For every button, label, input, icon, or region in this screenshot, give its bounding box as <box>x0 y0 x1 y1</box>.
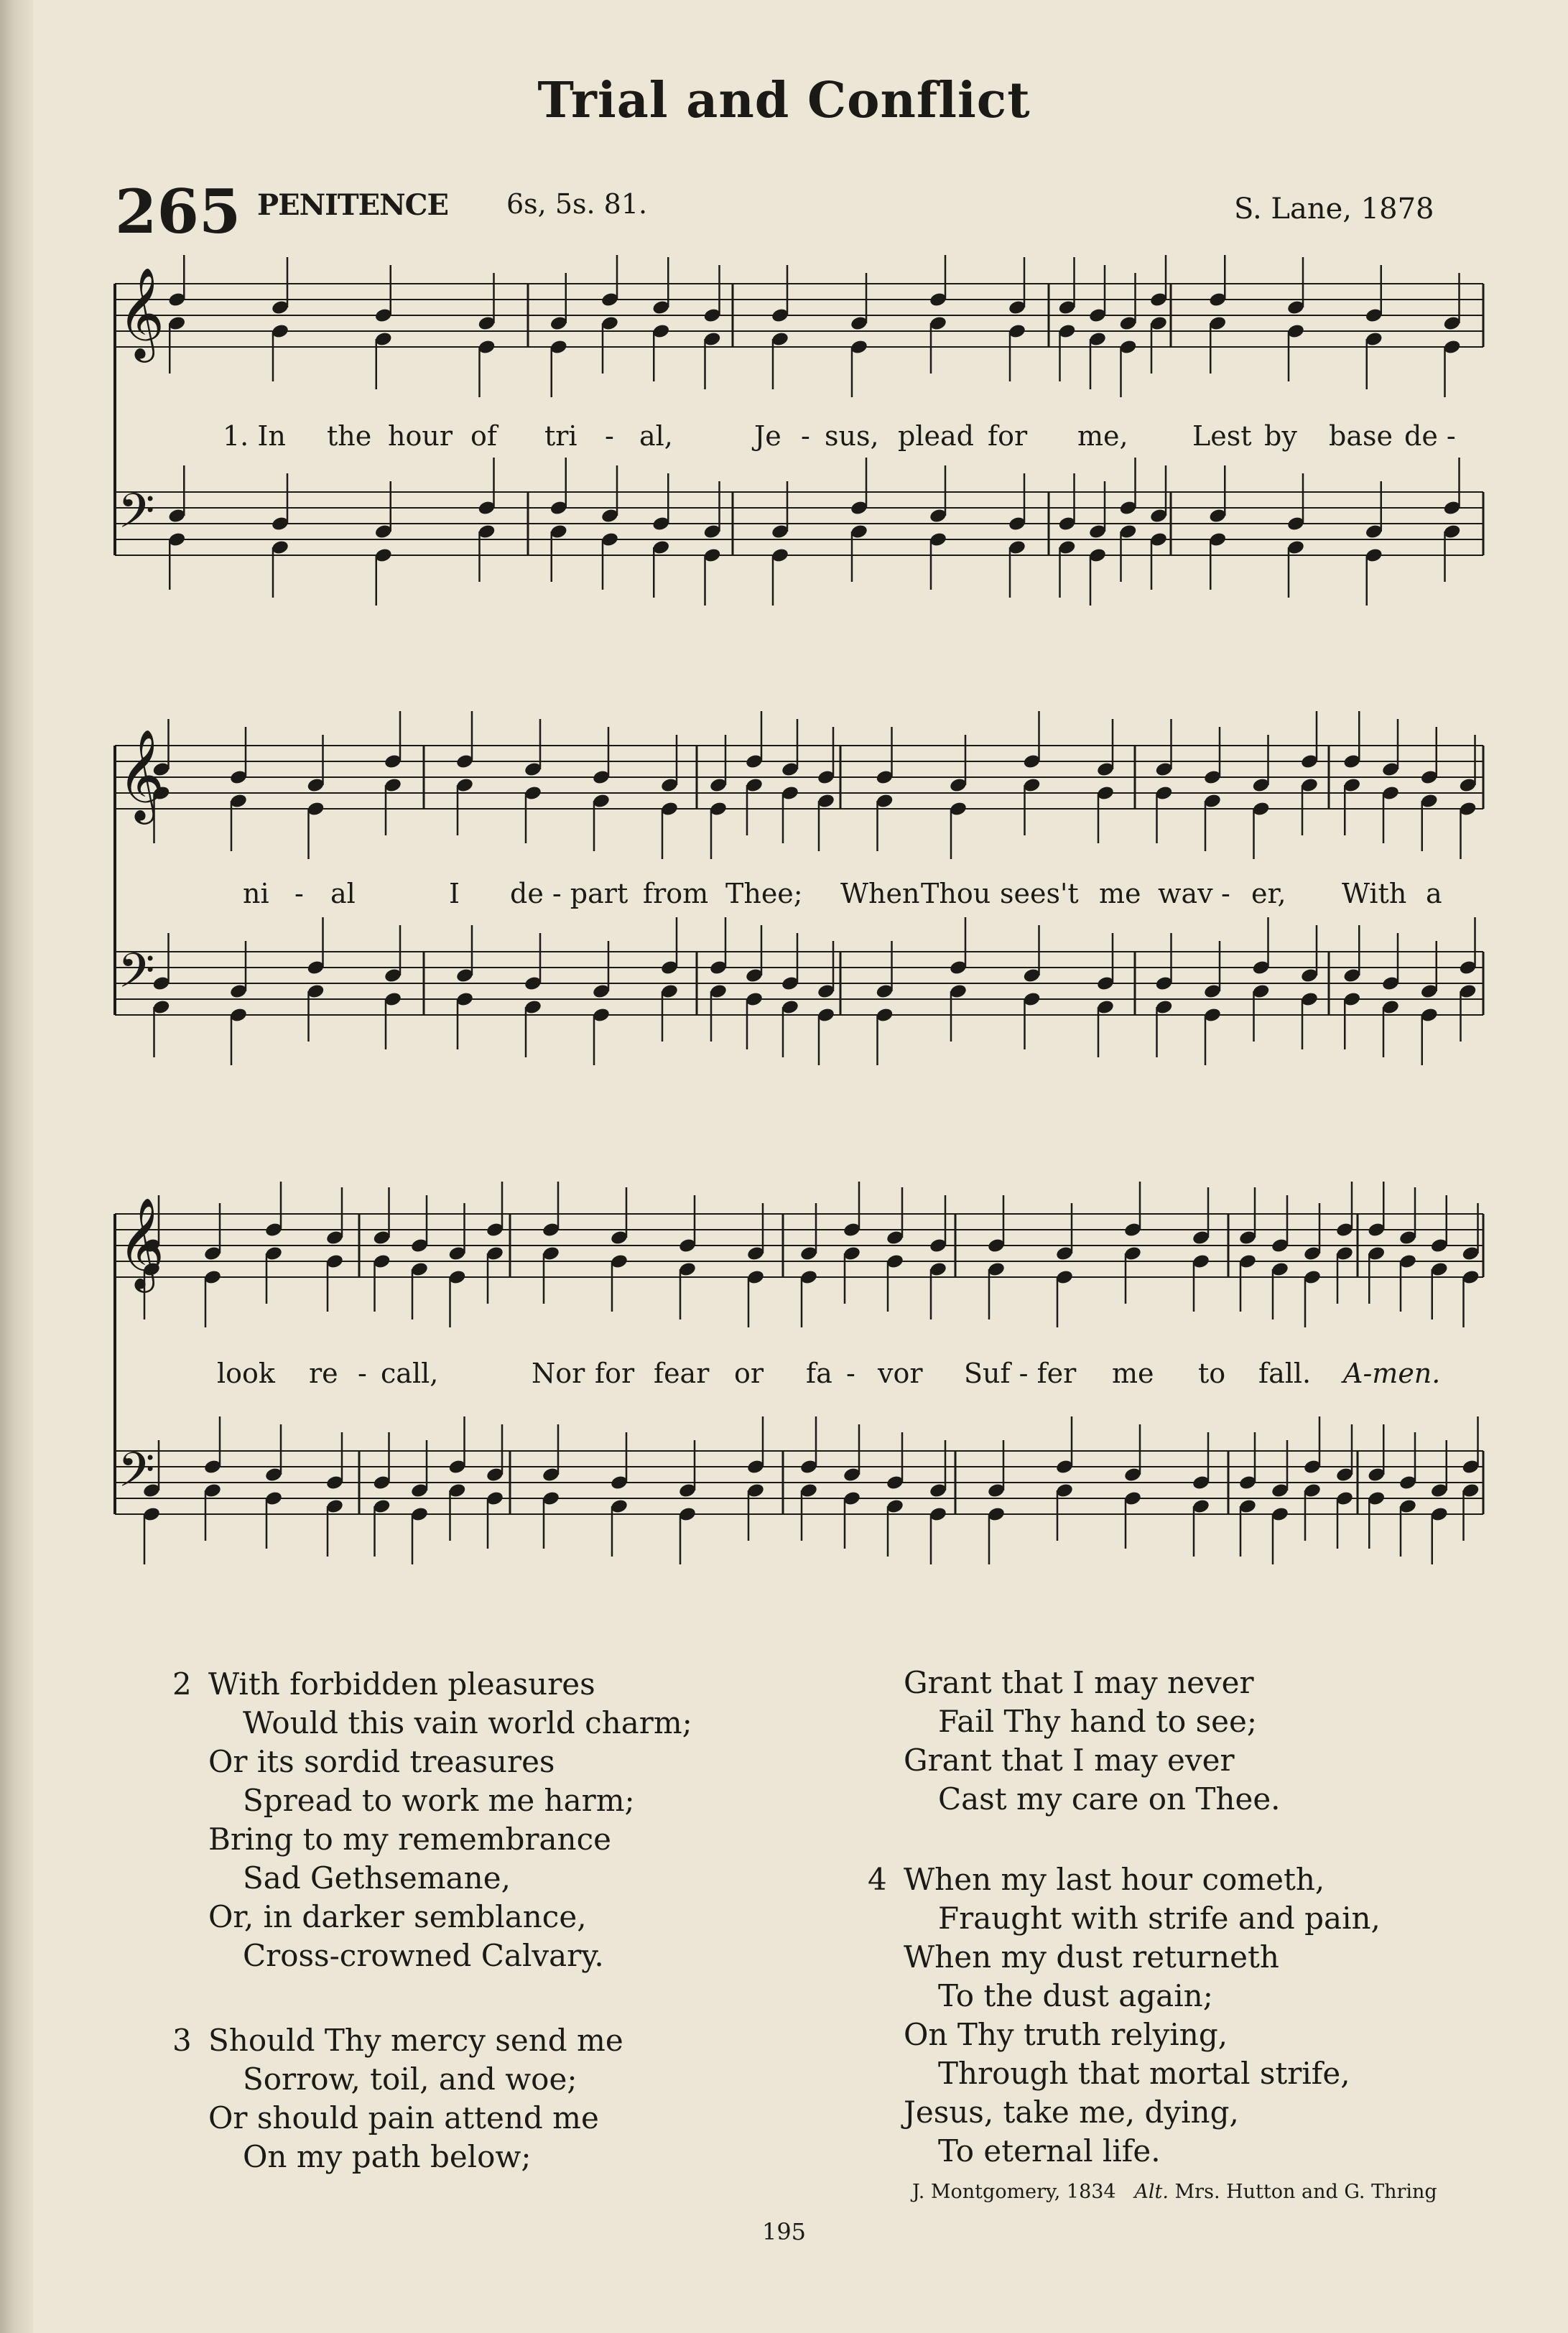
stanza-line: On my path below; <box>243 2139 532 2174</box>
lyric-syllable: Nor <box>532 1358 585 1389</box>
lyric-syllable: for <box>595 1358 635 1389</box>
lyric-syllable: With <box>1342 878 1407 909</box>
stanza-line: With forbidden pleasures <box>208 1666 595 1702</box>
lyric-syllable: I <box>449 878 460 909</box>
lyric-syllable: sees't <box>1000 878 1079 909</box>
treble-clef-icon: 𝄞 <box>118 266 165 358</box>
treble-clef-icon: 𝄞 <box>118 1197 165 1289</box>
bass-staff <box>115 458 1483 606</box>
lyric-syllable: me, <box>1077 420 1128 452</box>
lyric-syllable: A-men. <box>1343 1358 1441 1389</box>
lyric-syllable: sus, <box>825 420 879 452</box>
lyric-syllable: call, <box>381 1358 439 1389</box>
stanza-line: Should Thy mercy send me <box>208 2023 623 2058</box>
stanza-line: Or its sordid treasures <box>208 1744 555 1779</box>
lyric-syllable: for <box>988 420 1028 452</box>
stanza-number: 2 <box>172 1666 192 1702</box>
lyric-syllable: - <box>358 1358 367 1389</box>
stanza-line: Grant that I may never <box>904 1665 1254 1700</box>
treble-staff <box>115 711 1483 859</box>
book-spine-shadow <box>0 0 33 2333</box>
lyric-syllable: - <box>1221 878 1230 909</box>
stanza-line: On Thy truth relying, <box>904 2017 1228 2052</box>
stanza-line: Grant that I may ever <box>904 1743 1235 1778</box>
stanza-line: Sorrow, toil, and woe; <box>243 2061 577 2097</box>
lyric-syllable: of <box>470 420 497 452</box>
lyric-syllable: the <box>327 420 372 452</box>
stanza-line: Or should pain attend me <box>208 2100 599 2135</box>
hymn-number: 265 <box>115 176 241 247</box>
lyric-syllable: 1. In <box>223 420 286 452</box>
stanza-line: Spread to work me harm; <box>243 1783 635 1818</box>
stanza-line: Cross-crowned Calvary. <box>243 1938 604 1973</box>
bass-clef-icon: 𝄢 <box>118 483 155 550</box>
bass-clef-icon: 𝄢 <box>118 943 155 1010</box>
hymn-meter: 6s, 5s. 81. <box>506 188 648 220</box>
lyric-syllable: vor <box>878 1358 923 1389</box>
lyric-syllable: by <box>1264 420 1297 452</box>
treble-staff <box>115 255 1483 397</box>
lyric-syllable: - <box>605 420 614 452</box>
lyric-syllable: de - <box>1404 420 1456 452</box>
lyric-syllable: hour <box>388 420 453 452</box>
stanza-2 <box>172 1665 747 1975</box>
bass-staff <box>115 917 1483 1065</box>
lyric-syllable: me <box>1099 878 1141 909</box>
lyric-syllable: al <box>330 878 356 909</box>
page-title: Trial and Conflict <box>537 72 1031 129</box>
stanza-line: Would this vain world charm; <box>243 1705 692 1740</box>
lyric-syllable: Thee; <box>725 878 803 909</box>
lyric-syllable: wav <box>1158 878 1213 909</box>
stanza-line: Jesus, take me, dying, <box>904 2095 1239 2130</box>
lyric-syllable: re <box>309 1358 338 1389</box>
lyric-syllable: look <box>217 1358 275 1389</box>
stanza-line: When my last hour cometh, <box>904 1862 1325 1897</box>
lyric-syllable: When <box>840 878 920 909</box>
lyric-syllable: to <box>1198 1358 1226 1389</box>
tune-name: PENITENCE <box>257 188 448 222</box>
lyric-syllable: - <box>846 1358 855 1389</box>
lyric-syllable: Suf - fer <box>964 1358 1077 1389</box>
stanza-3-continued <box>868 1664 1514 1819</box>
stanza-line: Through that mortal strife, <box>938 2056 1350 2091</box>
bass-clef-icon: 𝄢 <box>118 1442 155 1509</box>
composer-credit: S. Lane, 1878 <box>1234 193 1434 226</box>
lyric-syllable: plead <box>898 420 974 452</box>
page-number: 195 <box>761 2218 807 2245</box>
lyric-syllable: tri <box>544 420 577 452</box>
stanza-line: When my dust returneth <box>904 1939 1279 1975</box>
attribution-alt: Alt. <box>1134 2181 1169 2203</box>
treble-staff <box>115 1182 1483 1327</box>
stanza-line: Sad Gethsemane, <box>243 1860 511 1896</box>
lyric-syllable: ni <box>243 878 269 909</box>
text-attribution <box>912 2181 1437 2203</box>
lyric-syllable: fall. <box>1258 1358 1312 1389</box>
lyric-syllable: a <box>1426 878 1442 909</box>
lyric-syllable: Lest <box>1192 420 1252 452</box>
stanza-number: 4 <box>868 1862 887 1897</box>
lyric-syllable: er, <box>1251 878 1286 909</box>
lyric-syllable: de - part <box>510 878 628 909</box>
stanza-number: 3 <box>172 2023 192 2058</box>
treble-clef-icon: 𝄞 <box>118 728 165 820</box>
lyric-syllable: me <box>1112 1358 1154 1389</box>
lyric-syllable: from <box>643 878 709 909</box>
lyric-syllable: fear <box>654 1358 710 1389</box>
lyric-syllable: fa <box>806 1358 832 1389</box>
stanza-3 <box>172 2021 747 2176</box>
stanza-line: Fail Thy hand to see; <box>938 1704 1257 1739</box>
lyric-syllable: Je <box>754 420 781 452</box>
bass-staff <box>115 1416 1483 1564</box>
stanza-line: Bring to my remembrance <box>208 1822 611 1857</box>
lyric-syllable: base <box>1329 420 1393 452</box>
attribution-revisers: Mrs. Hutton and G. Thring <box>1174 2181 1437 2203</box>
lyric-syllable: al, <box>639 420 673 452</box>
stanza-line: Or, in darker semblance, <box>208 1899 587 1934</box>
attribution-author: J. Montgomery, 1834 <box>912 2181 1116 2203</box>
stanza-line: To eternal life. <box>938 2133 1161 2169</box>
stanza-line: To the dust again; <box>938 1978 1213 2013</box>
stanza-line: Cast my care on Thee. <box>938 1781 1281 1817</box>
stanza-4 <box>868 1860 1514 2171</box>
lyric-syllable: or <box>734 1358 764 1389</box>
lyric-syllable: Thou <box>921 878 991 909</box>
lyric-syllable: - <box>294 878 304 909</box>
lyric-syllable: - <box>801 420 810 452</box>
stanza-line: Fraught with strife and pain, <box>938 1901 1381 1936</box>
